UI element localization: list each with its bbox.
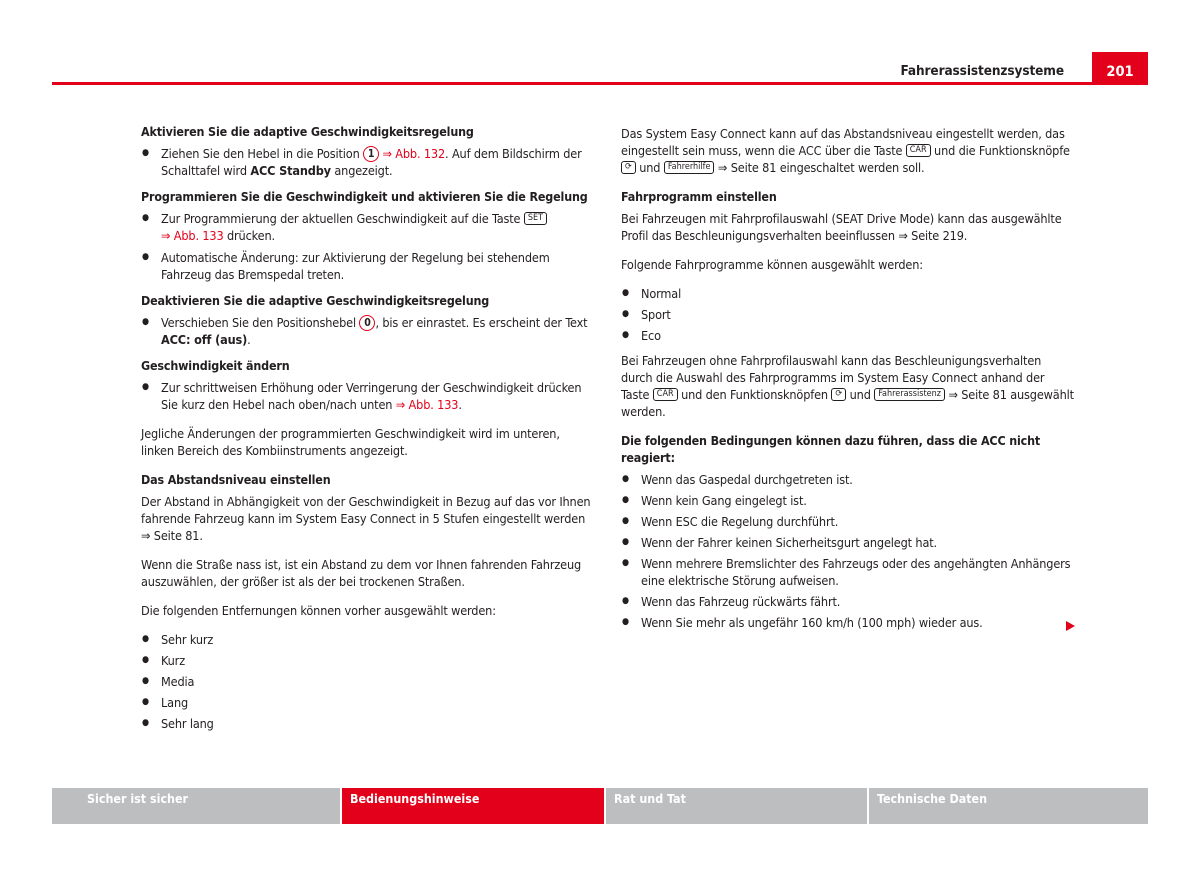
list-item: ● Wenn der Fahrer keinen Sicherheitsgurt angelegt hat.	[621, 534, 1076, 551]
list-item: ● Wenn mehrere Bremslichter des Fahrzeugs oder des angehängten Anhängers eine elektrische Störung aufweisen.	[621, 555, 1076, 589]
section-heading: Geschwindigkeit ändern	[141, 358, 290, 373]
figure-link[interactable]: ⇒ Abb. 133	[161, 228, 224, 243]
tab-bedienungshinweise[interactable]: Bedienungshinweise	[342, 788, 604, 824]
left-column	[141, 123, 591, 740]
section-heading: Das Abstandsniveau einstellen	[141, 472, 331, 487]
car-key-symbol: CAR	[906, 144, 931, 157]
header-rule	[52, 82, 1148, 85]
set-key-symbol: SET	[524, 212, 547, 225]
page-number: 201	[1092, 52, 1148, 84]
paragraph: Wenn die Straße nass ist, ist ein Abstand zu dem vor Ihnen fahrenden Fahrzeug auszuwählen, der größer ist als der bei trockenen Straßen.	[141, 557, 582, 589]
tab-rat-und-tat[interactable]: Rat und Tat	[606, 788, 867, 824]
section-heading: Fahrprogramm einstellen	[621, 189, 777, 204]
paragraph: Das System Easy Connect kann auf das Abstandsniveau eingestellt werden, das eingestellt sein muss, wenn die ACC über die Taste CAR und die Funktionsknöpfe ⟳ und Fahrerhilfe ⇒ Seite 81 eingeschaltet werden soll.	[621, 126, 1070, 175]
list-item: ● Sehr lang	[141, 715, 591, 732]
section-heading: Deaktivieren Sie die adaptive Geschwindigkeitsregelung	[141, 293, 490, 308]
chapter-title: Fahrerassistenzsysteme	[900, 63, 1064, 79]
list-item: ● Normal	[621, 285, 1076, 302]
rotary-knob-icon: ⟳	[621, 161, 636, 174]
list-item: ● Lang	[141, 694, 591, 711]
paragraph: Bei Fahrzeugen mit Fahrprofilauswahl (SEAT Drive Mode) kann das ausgewählte Profil das Beschleunigungsverhalten beeinflussen ⇒ Seite 219.	[621, 211, 1062, 243]
bullet-item: ● Ziehen Sie den Hebel in die Position 1 ⇒ Abb. 132. Auf dem Bildschirm der Schalttafel wird ACC Standby angezeigt.	[141, 145, 591, 179]
list-item: ● Eco	[621, 327, 1076, 344]
list-item: ● Sehr kurz	[141, 631, 591, 648]
figure-link[interactable]: ⇒ Abb. 132	[382, 146, 446, 161]
paragraph: Die folgenden Entfernungen können vorher ausgewählt werden:	[141, 603, 496, 618]
list-item: ● Media	[141, 673, 591, 690]
bullet-item: ● Zur Programmierung der aktuellen Geschwindigkeit auf die Taste SET ⇒ Abb. 133 drücken.	[141, 210, 591, 244]
condition-list	[621, 471, 1076, 631]
paragraph: Der Abstand in Abhängigkeit von der Geschwindigkeit in Bezug auf das vor Ihnen fahrende Fahrzeug kann im System Easy Connect in 5 Stufen eingestellt werden ⇒ Seite 81.	[141, 494, 591, 543]
fahrerhilfe-key-symbol: Fahrerhilfe	[664, 161, 715, 174]
figure-link[interactable]: ⇒ Abb. 133	[395, 397, 459, 412]
rotary-knob-icon: ⟳	[831, 388, 846, 401]
list-item: ● Wenn Sie mehr als ungefähr 160 km/h (100 mph) wieder aus.	[621, 614, 1076, 631]
program-list	[621, 285, 1076, 344]
bullet-item: ● Zur schrittweisen Erhöhung oder Verringerung der Geschwindigkeit drücken Sie kurz den Hebel nach oben/nach unten ⇒ Abb. 133.	[141, 379, 591, 413]
continue-arrow-icon	[1066, 621, 1075, 631]
footer-tabs	[52, 788, 1148, 824]
list-item: ● Wenn das Fahrzeug rückwärts fährt.	[621, 593, 1076, 610]
position-1-symbol: 1	[363, 146, 379, 162]
paragraph: Bei Fahrzeugen ohne Fahrprofilauswahl kann das Beschleunigungsverhalten durch die Auswahl des Fahrprogramms im System Easy Connect anhand der Taste CAR und den Funktionsknöpfen ⟳ und Fahrerassistenz ⇒ Seite 81 ausgewählt werden.	[621, 353, 1074, 419]
position-0-symbol: 0	[359, 315, 375, 331]
fahrerassistenz-key-symbol: Fahrerassistenz	[874, 388, 945, 401]
tab-sicher-ist-sicher[interactable]: Sicher ist sicher	[52, 788, 340, 824]
bullet-item: ● Automatische Änderung: zur Aktivierung der Regelung bei stehendem Fahrzeug das Bremspedal treten.	[141, 249, 591, 283]
list-item: ● Sport	[621, 306, 1076, 323]
list-item: ● Wenn das Gaspedal durchgetreten ist.	[621, 471, 1076, 488]
section-heading: Aktivieren Sie die adaptive Geschwindigkeitsregelung	[141, 124, 474, 139]
right-column	[621, 125, 1076, 639]
paragraph: Folgende Fahrprogramme können ausgewählt werden:	[621, 257, 923, 272]
list-item: ● Kurz	[141, 652, 591, 669]
distance-list	[141, 631, 591, 732]
list-item: ● Wenn kein Gang eingelegt ist.	[621, 492, 1076, 509]
section-heading: Die folgenden Bedingungen können dazu führen, dass die ACC nicht reagiert:	[621, 433, 1041, 465]
list-item: ● Wenn ESC die Regelung durchführt.	[621, 513, 1076, 530]
section-heading: Programmieren Sie die Geschwindigkeit und aktivieren Sie die Regelung	[141, 189, 588, 204]
bullet-item: ● Verschieben Sie den Positionshebel 0 , bis er einrastet. Es erscheint der Text ACC: off (aus).	[141, 314, 591, 348]
car-key-symbol: CAR	[653, 388, 678, 401]
tab-technische-daten[interactable]: Technische Daten	[869, 788, 1148, 824]
paragraph: Jegliche Änderungen der programmierten Geschwindigkeit wird im unteren, linken Bereich des Kombiinstruments angezeigt.	[141, 426, 560, 458]
